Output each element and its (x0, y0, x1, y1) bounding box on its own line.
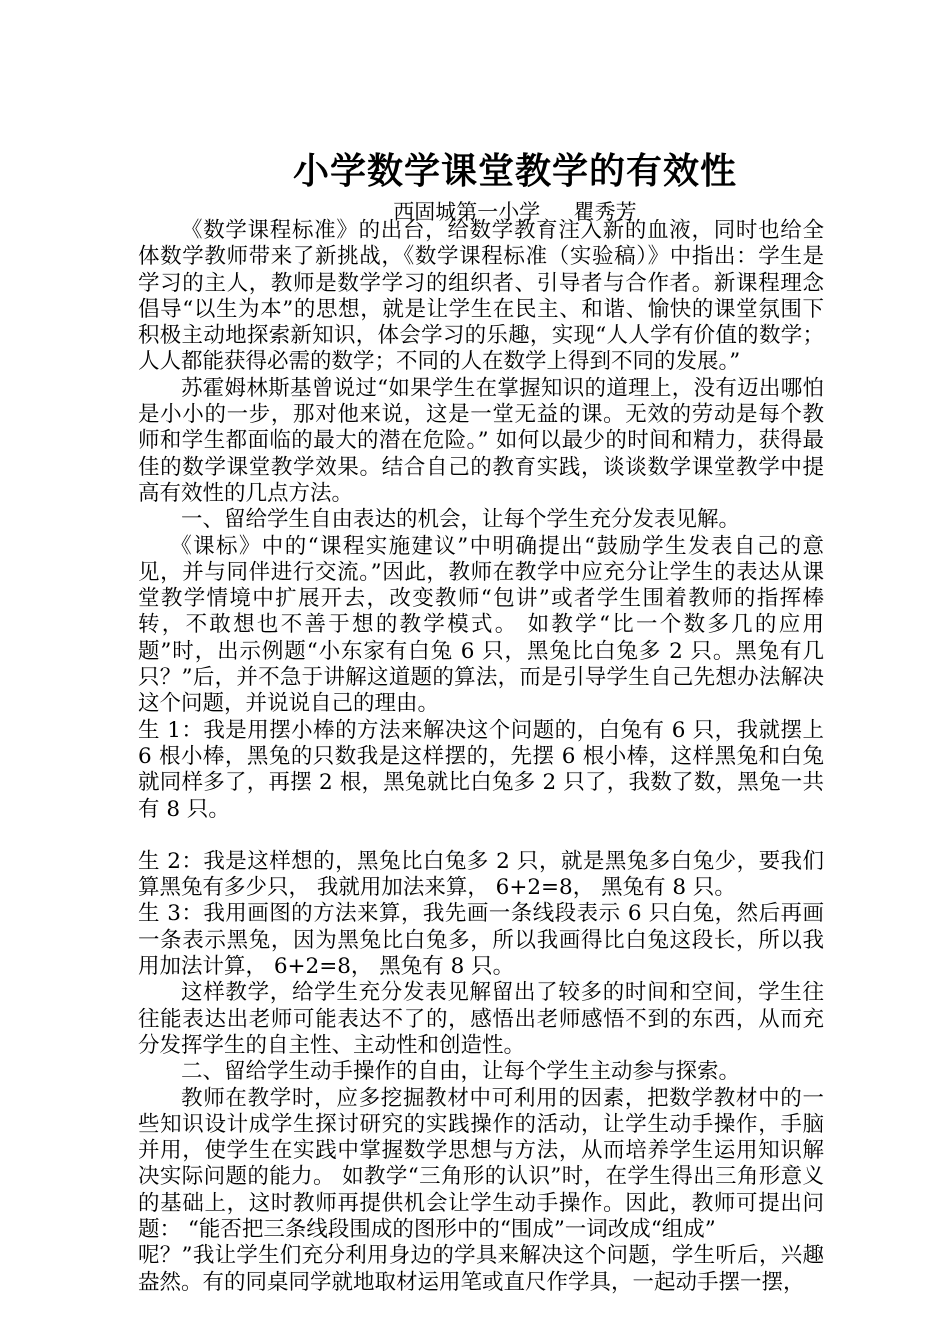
paragraph: 呢？”我让学生们充分利用身边的学具来解决这个问题，学生听后，兴趣盎然。有的同桌同学就地取材运用笔或直尺作学具，一起动手摆一摆， (138, 1243, 824, 1295)
page-title: 小学数学课堂教学的有效性 (292, 150, 737, 192)
section-heading: 一、留给学生自由表达的机会，让每个学生充分发表见解。 (181, 507, 741, 533)
paragraph: 这样教学，给学生充分发表见解留出了较多的时间和空间，学生往往能表达出老师可能表达不了的，感悟出老师感悟不到的东西，从而充分发挥学生的自主性、主动性和创造性。 (138, 980, 824, 1058)
paragraph: 苏霍姆林斯基曾说过“如果学生在掌握知识的道理上，没有迈出哪怕是小小的一步，那对他来说，这是一堂无益的课。无效的劳动是每个教师和学生都面临的最大的潜在危险。” 如何以最少的时间和精力，获得最佳的数学课堂教学效果。结合自己的教育实践，谈谈数学课堂教学中提高有效性的几点方法。 (138, 375, 824, 506)
document-body (138, 218, 824, 1296)
paragraph: 生 1：我是用摆小棒的方法来解决这个问题的，白兔有 6 只，我就摆上 6 根小棒，黑兔的只数我是这样摆的，先摆 6 根小棒，这样黑兔和白兔就同样多了，再摆 2 根，黑兔就比白兔多 2 只了，我数了数，黑兔一共有 8 只。 (138, 717, 824, 822)
paragraph: 《课标》中的“课程实施建议”中明确提出“鼓励学生发表自己的意见，并与同伴进行交流。”因此，教师在教学中应充分让学生的表达从课堂教学情境中扩展开去，改变教师“包讲”或者学生围着教师的指挥棒转，不敢想也不善于想的教学模式。 如教学“比一个数多几的应用题”时，出示例题“小东家有白兔 6 只，黑兔比白兔多 2 只。黑兔有几只？”后，并不急于讲解这道题的算法，而是引导学生自己先想办法解决这个问题，并说说自己的理由。 (138, 533, 824, 717)
paragraph: 生 2：我是这样想的，黑兔比白兔多 2 只，就是黑兔多白兔少，要我们算黑兔有多少只， 我就用加法来算， 6+2=8， 黑兔有 8 只。 (138, 848, 824, 901)
paragraph: 教师在教学时，应多挖掘教材中可利用的因素，把数学教材中的一些知识设计成学生探讨研究的实践操作的活动，让学生动手操作，手脑并用，使学生在实践中掌握数学思想与方法，从而培养学生运用知识解决实际问题的能力。 如教学“三角形的认识”时，在学生得出三角形意义的基础上，这时教师再提供机会让学生动手操作。因此，教师可提出问题： “能否把三条线段围成的图形中的“围成”一词改成“组成” (138, 1085, 824, 1242)
blank-line (138, 823, 824, 849)
section-heading: 二、留给学生动手操作的自由，让每个学生主动参与探索。 (181, 1059, 741, 1085)
author-byline: 西固城第一小学 瞿秀芳 (393, 200, 637, 224)
paragraph: 《数学课程标准》的出台，给数学教育注入新的血液，同时也给全体数学教师带来了新挑战，《数学课程标准（实验稿）》中指出：学生是学习的主人，教师是数学学习的组织者、引导者与合作者。新课程理念倡导“以生为本”的思想，就是让学生在民主、和谐、愉快的课堂氛围下积极主动地探索新知识，体会学习的乐趣，实现“人人学有价值的数学；人人都能获得必需的数学；不同的人在数学上得到不同的发展。” (138, 218, 824, 375)
paragraph: 生 3：我用画图的方法来算，我先画一条线段表示 6 只白兔，然后再画一条表示黑兔，因为黑兔比白兔多，所以我画得比白兔这段长，所以我用加法计算， 6+2=8， 黑兔有 8 只。 (138, 901, 824, 980)
